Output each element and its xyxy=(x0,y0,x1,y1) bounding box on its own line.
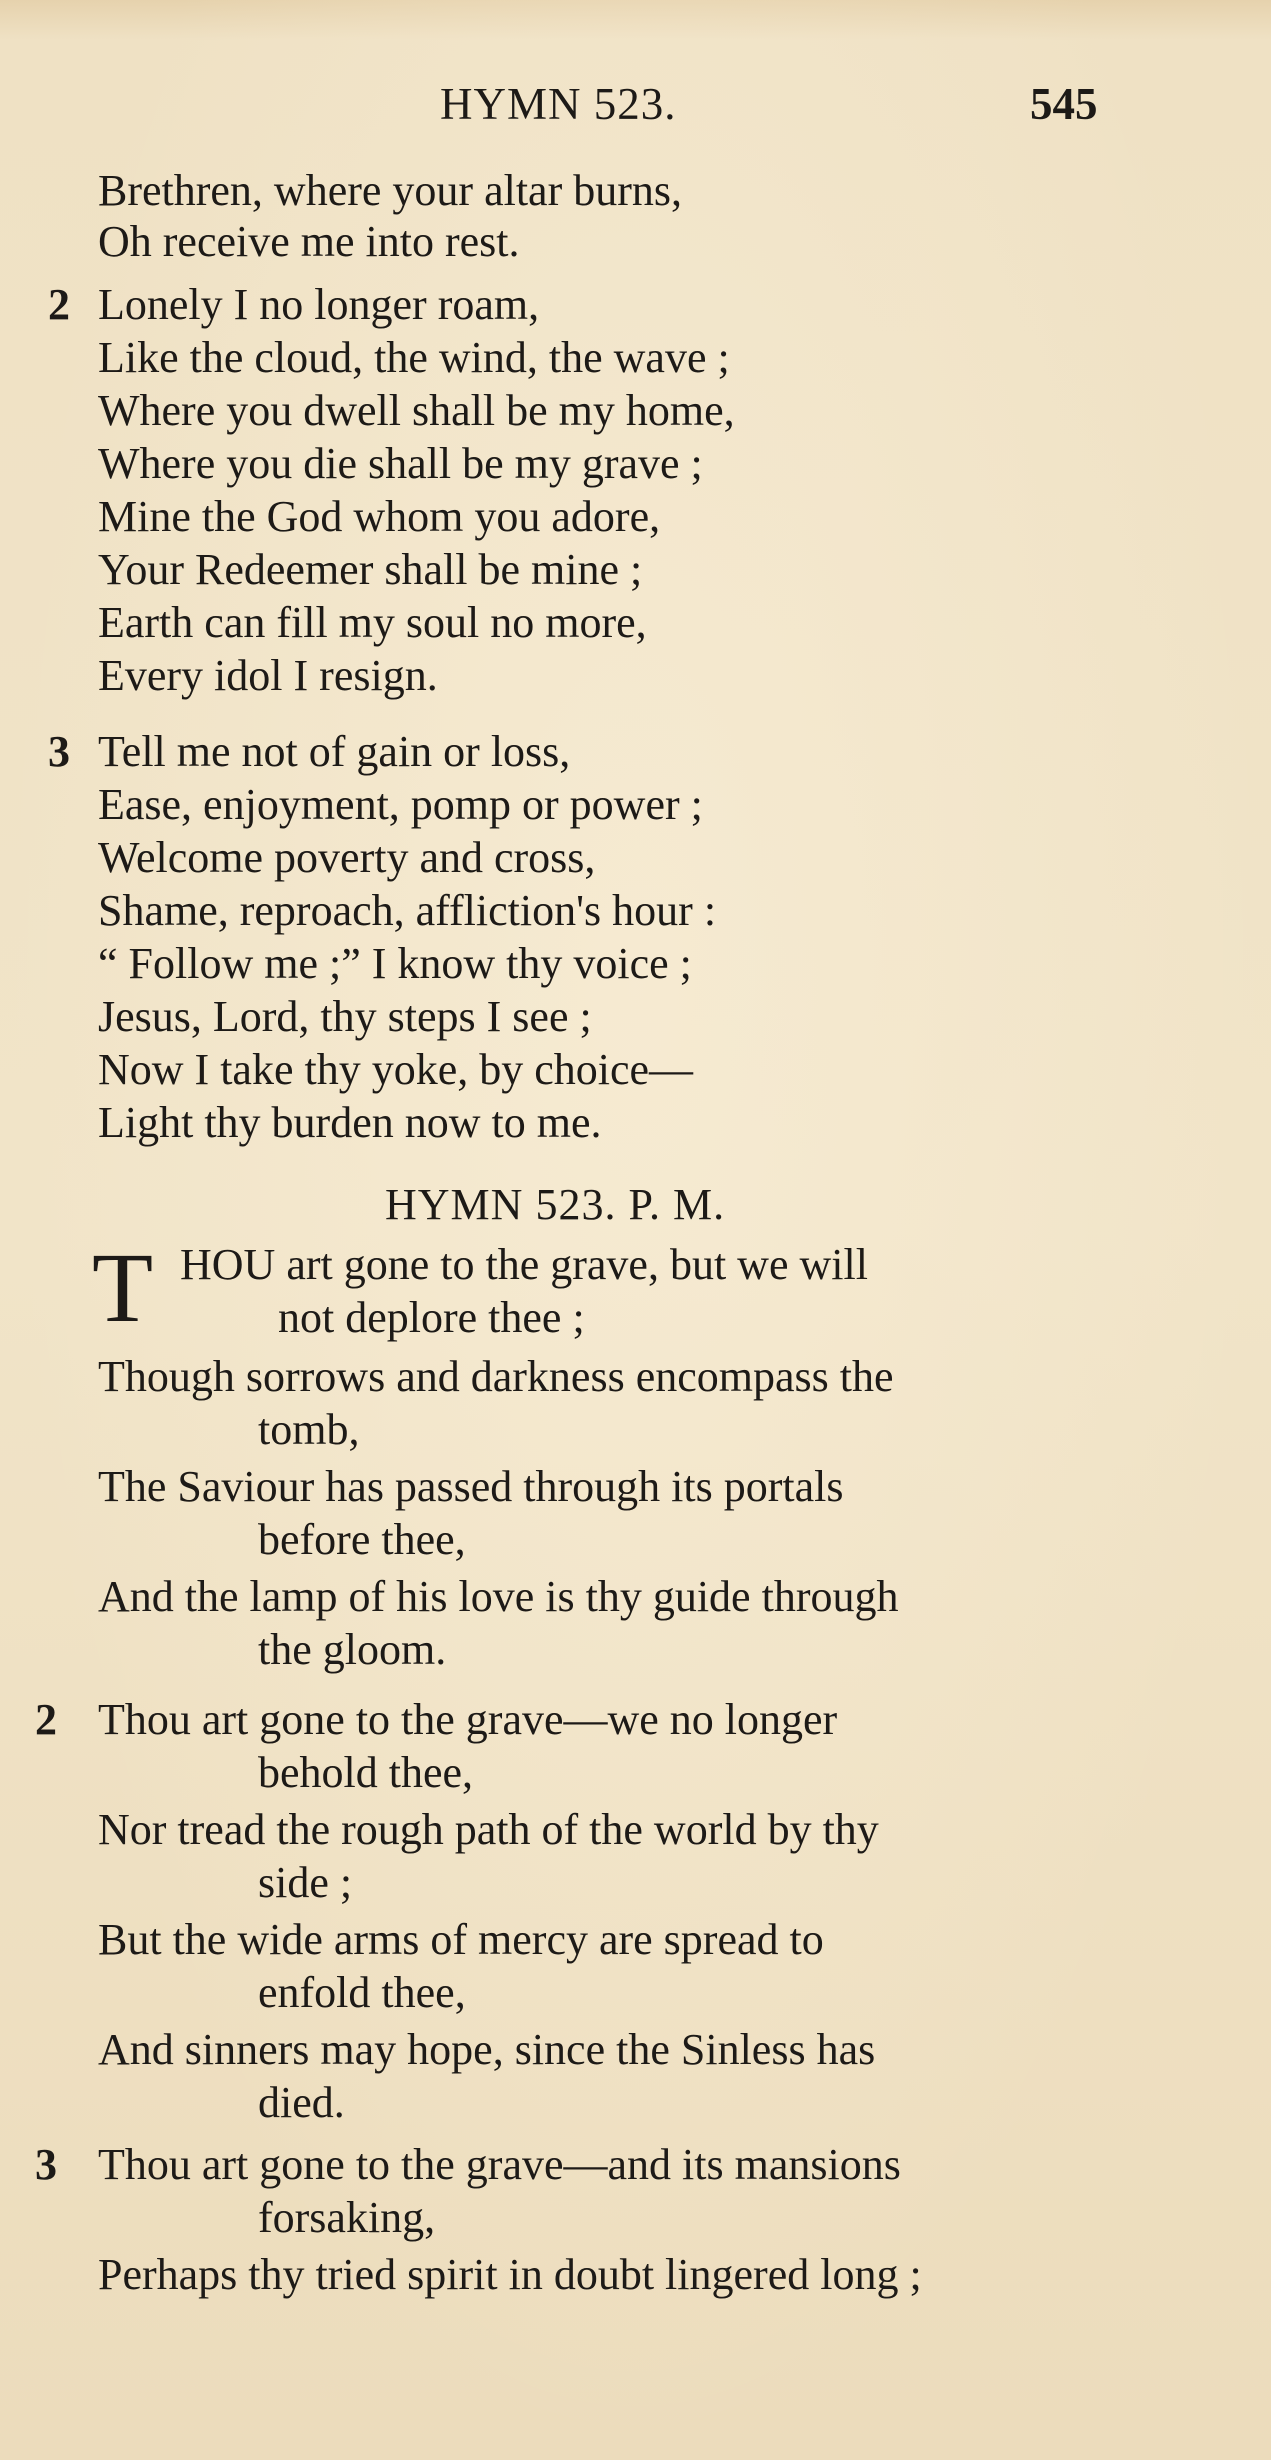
verse-line: Your Redeemer shall be mine ; xyxy=(98,545,643,594)
verse-line: enfold thee, xyxy=(258,1968,466,2017)
verse-line: Lonely I no longer roam, xyxy=(98,280,540,329)
verse-line: Earth can fill my soul no more, xyxy=(98,598,647,647)
verse-line: Thou art gone to the grave—we no longer xyxy=(98,1695,838,1744)
verse-line: And sinners may hope, since the Sinless has xyxy=(98,2025,876,2074)
verse-line: Thou art gone to the grave—and its mansions xyxy=(98,2140,901,2189)
verse-line: Mine the God whom you adore, xyxy=(98,492,661,541)
verse-line: Though sorrows and darkness encompass the xyxy=(98,1352,894,1401)
verse-line: The Saviour has passed through its portals xyxy=(98,1462,844,1511)
verse-line: died. xyxy=(258,2078,345,2127)
verse-line: Tell me not of gain or loss, xyxy=(98,727,571,776)
verse-line: forsaking, xyxy=(258,2193,436,2242)
verse-line: And the lamp of his love is thy guide through xyxy=(98,1572,899,1621)
verse-line: Brethren, where your altar burns, xyxy=(98,166,683,215)
verse-line: side ; xyxy=(258,1858,353,1907)
verse-line: But the wide arms of mercy are spread to xyxy=(98,1915,824,1964)
verse-line: Nor tread the rough path of the world by thy xyxy=(98,1805,879,1854)
verse-line: Oh receive me into rest. xyxy=(98,217,520,266)
verse-line: the gloom. xyxy=(258,1625,447,1674)
verse-line: behold thee, xyxy=(258,1748,474,1797)
verse-number: 3 xyxy=(35,2140,57,2189)
verse-line: Shame, reproach, affliction's hour : xyxy=(98,886,717,935)
hymn-title: HYMN 523. P. M. xyxy=(385,1180,726,1229)
verse-line: Perhaps thy tried spirit in doubt lingered long ; xyxy=(98,2250,922,2299)
verse-line: HOU art gone to the grave, but we will xyxy=(180,1240,868,1289)
verse-line: “ Follow me ;” I know thy voice ; xyxy=(98,939,692,988)
verse-line: Ease, enjoyment, pomp or power ; xyxy=(98,780,703,829)
verse-line: Jesus, Lord, thy steps I see ; xyxy=(98,992,592,1041)
verse-line: Every idol I resign. xyxy=(98,651,438,700)
verse-line: Where you dwell shall be my home, xyxy=(98,386,735,435)
verse-line: tomb, xyxy=(258,1405,360,1454)
verse-line: before thee, xyxy=(258,1515,466,1564)
verse-line: Now I take thy yoke, by choice— xyxy=(98,1045,694,1094)
drop-cap: T xyxy=(92,1232,154,1343)
running-title: HYMN 523. xyxy=(440,79,677,129)
verse-line: Welcome poverty and cross, xyxy=(98,833,596,882)
page-header xyxy=(0,78,1271,148)
verse-line: Like the cloud, the wind, the wave ; xyxy=(98,333,730,382)
page-number: 545 xyxy=(1030,79,1098,129)
verse-number: 2 xyxy=(35,1695,57,1744)
verse-line: Light thy burden now to me. xyxy=(98,1098,602,1147)
verse-number: 2 xyxy=(48,280,70,329)
verse-number: 3 xyxy=(48,727,70,776)
verse-line: Where you die shall be my grave ; xyxy=(98,439,703,488)
verse-line: not deplore thee ; xyxy=(278,1293,585,1342)
